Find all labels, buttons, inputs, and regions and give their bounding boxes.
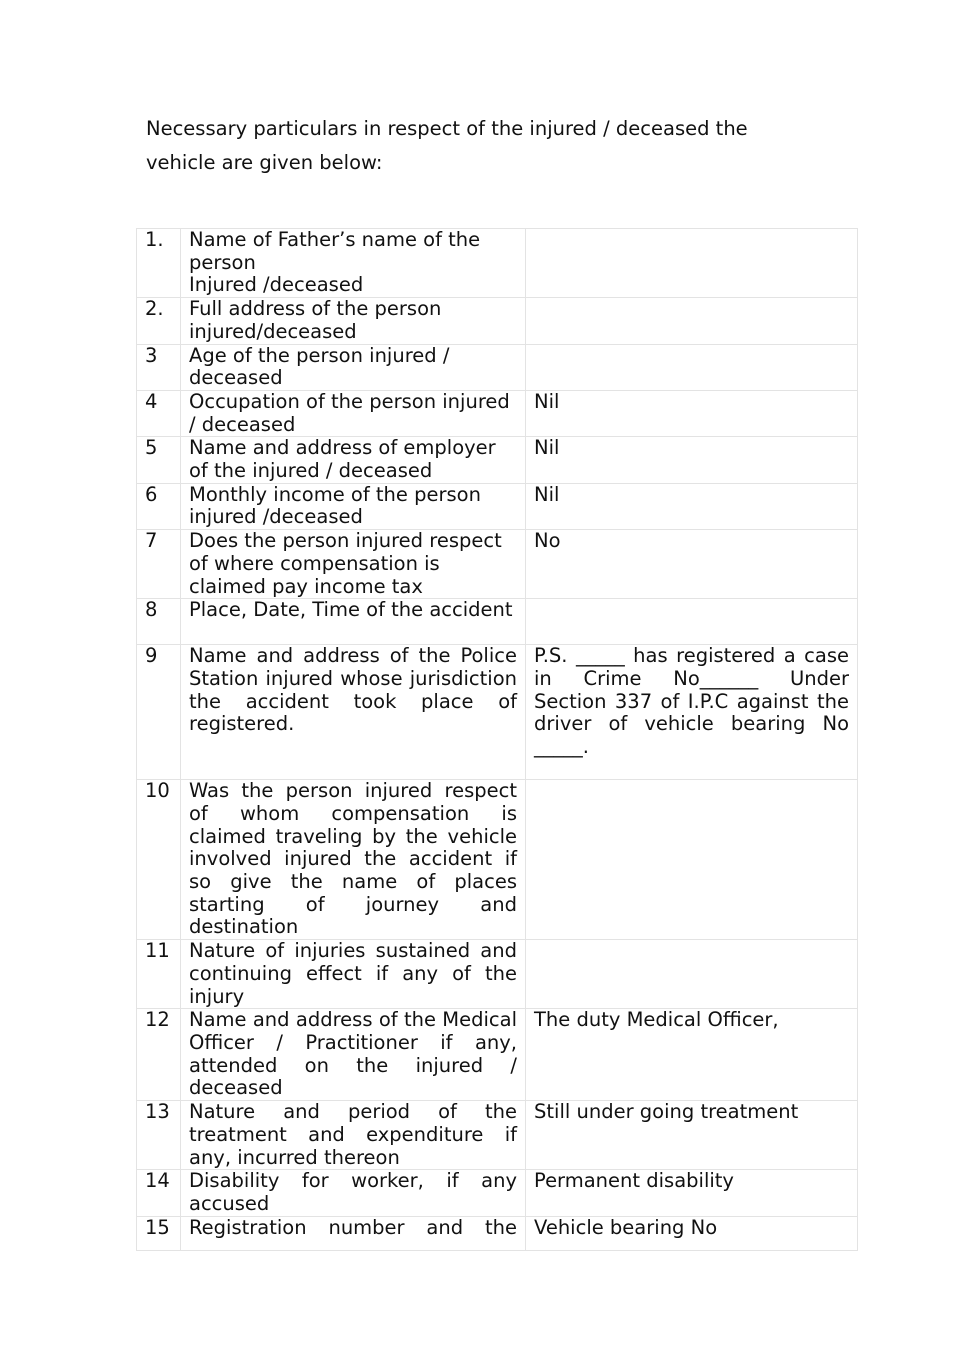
row-number: 14: [137, 1170, 181, 1216]
table-row: [137, 530, 858, 599]
row-number: 6: [137, 483, 181, 529]
row-number: 2.: [137, 298, 181, 344]
row-number: 3: [137, 344, 181, 390]
row-question: Was the person injured respect of whom compensation is claimed traveling by the vehicle involved injured the accident if so give the name of places starting of journey and destination: [181, 780, 526, 940]
table-row: [137, 1216, 858, 1250]
row-number: 5: [137, 437, 181, 483]
intro-paragraph: Necessary particulars in respect of the injured / deceased the vehicle are given below:: [146, 117, 748, 174]
row-question: Name and address of the Police Station injured whose jurisdiction the accident took place of registered.: [181, 645, 526, 780]
row-answer: Permanent disability: [526, 1170, 858, 1216]
row-question: Place, Date, Time of the accident: [181, 599, 526, 645]
row-number: 8: [137, 599, 181, 645]
row-question: Registration number and the: [181, 1216, 526, 1250]
table-row: [137, 780, 858, 940]
row-question: Occupation of the person injured / deceased: [181, 390, 526, 436]
table-row: [137, 483, 858, 529]
row-answer: [526, 298, 858, 344]
table-row: [137, 1170, 858, 1216]
table-row: [137, 229, 858, 298]
particulars-table: [136, 228, 858, 1251]
table-row: [137, 645, 858, 780]
row-answer: [526, 940, 858, 1009]
row-answer: Still under going treatment: [526, 1101, 858, 1170]
table-row: [137, 344, 858, 390]
row-question: Name and address of the Medical Officer / Practitioner if any, attended on the injured / deceased: [181, 1009, 526, 1101]
row-question: Does the person injured respect of where compensation is claimed pay income tax: [181, 530, 526, 599]
row-question: Age of the person injured / deceased: [181, 344, 526, 390]
table-row: [137, 599, 858, 645]
row-question: Full address of the person injured/deceased: [181, 298, 526, 344]
row-answer: [526, 344, 858, 390]
row-answer: Nil: [526, 390, 858, 436]
row-number: 12: [137, 1009, 181, 1101]
row-question: [181, 229, 526, 298]
row-number: 4: [137, 390, 181, 436]
row-answer: Vehicle bearing No: [526, 1216, 858, 1250]
row-number: 15: [137, 1216, 181, 1250]
table-row: [137, 1101, 858, 1170]
row-question: Nature and period of the treatment and expenditure if any, incurred thereon: [181, 1101, 526, 1170]
row-answer: No: [526, 530, 858, 599]
row-question-line: Name of Father’s name of the person: [189, 228, 481, 274]
table-row: [137, 298, 858, 344]
row-answer: [526, 599, 858, 645]
row-number: 1.: [137, 229, 181, 298]
row-question-line: Injured /deceased: [189, 273, 364, 297]
table-row: [137, 390, 858, 436]
row-number: 13: [137, 1101, 181, 1170]
row-answer: The duty Medical Officer,: [526, 1009, 858, 1101]
row-question: Name and address of employer of the injured / deceased: [181, 437, 526, 483]
row-answer: [526, 229, 858, 298]
row-number: 9: [137, 645, 181, 780]
row-answer: Nil: [526, 483, 858, 529]
table-row: [137, 1009, 858, 1101]
row-answer: Nil: [526, 437, 858, 483]
table-row: [137, 940, 858, 1009]
row-number: 10: [137, 780, 181, 940]
row-question: Disability for worker, if any accused: [181, 1170, 526, 1216]
row-question: Nature of injuries sustained and continuing effect if any of the injury: [181, 940, 526, 1009]
row-question: Monthly income of the person injured /deceased: [181, 483, 526, 529]
row-answer: P.S. _____ has registered a case in Crime No______ Under Section 337 of I.P.C against the driver of vehicle bearing No _____.: [526, 645, 858, 780]
table-row: [137, 437, 858, 483]
row-number: 11: [137, 940, 181, 1009]
row-answer: [526, 780, 858, 940]
row-number: 7: [137, 530, 181, 599]
